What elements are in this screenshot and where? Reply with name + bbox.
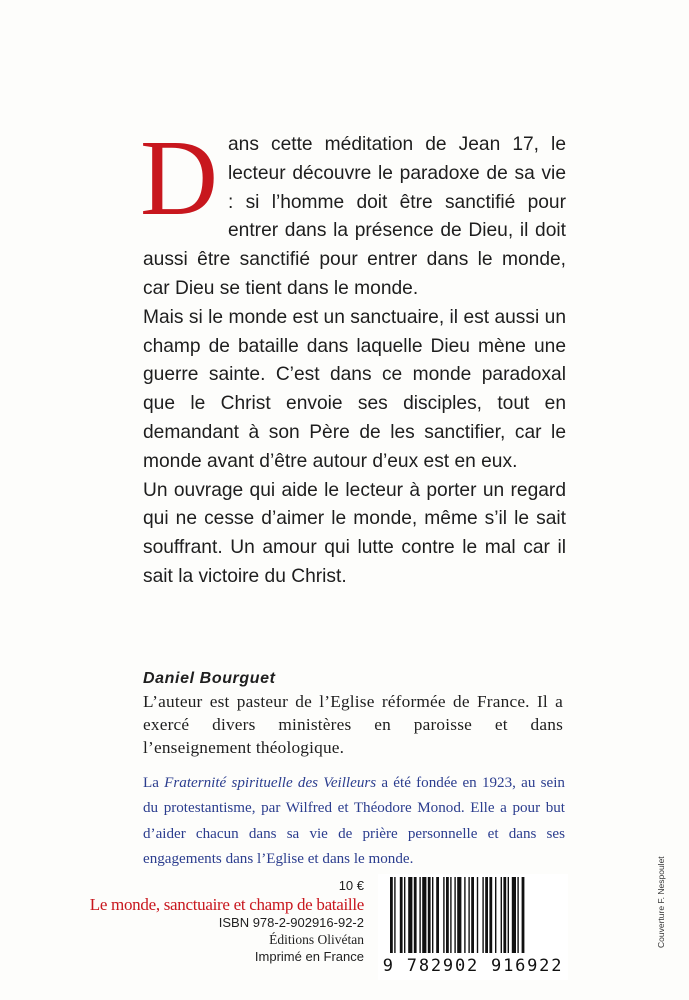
- colophon: [64, 877, 364, 965]
- barcode-digits: 9 782902 916922: [382, 956, 564, 976]
- blurb-paragraph-3: Un ouvrage qui aide le lecteur à porter un regard qui ne cesse d’aimer le monde, même s’il le sait souffrant. Un amour qui lutte contre le mal car il sait la victoire du Christ.: [143, 479, 566, 587]
- back-cover-blurb: [140, 119, 566, 592]
- fraternite-lead: La: [143, 775, 165, 791]
- isbn: ISBN 978-2-902916-92-2: [218, 915, 364, 930]
- barcode-bars: [382, 877, 564, 957]
- fraternite-text: a été fondée en 1923, au sein du protestantisme, par Wilfred et Théodore Monod. Elle a pour but d’aider chacun dans sa vie de prière personnelle et dans ses engagements dans l’Eglise et dans le monde.: [143, 775, 565, 868]
- isbn-barcode: [378, 874, 568, 980]
- blurb-paragraph-1-text: ans cette méditation de Jean 17, le lecteur découvre le paradoxe de sa vie : si l’homme doit être sanctifié pour entrer dans la présence de Dieu, il doit aussi être sanctifié pour entrer dans le monde, car Dieu se tient dans le monde.: [143, 134, 566, 299]
- blurb-paragraph-2: Mais si le monde est un sanctuaire, il est aussi un champ de bataille dans laquelle Dieu mène une guerre sainte. C’est dans ce monde paradoxal que le Christ envoie ses disciples, tout en demandant à son Père de les sanctifier, car le monde avant d’être autour d’eux est en eux.: [143, 306, 566, 472]
- author-name: Daniel Bourguet: [143, 670, 276, 687]
- publisher: Éditions Olivétan: [269, 932, 364, 947]
- drop-cap: D: [140, 119, 218, 238]
- fraternite-note: [143, 771, 565, 873]
- author-bio: L’auteur est pasteur de l’Eglise réformée de France. Il a exercé divers ministères en paroisse et dans l’enseignement théologique.: [143, 692, 563, 757]
- price: 10 €: [338, 878, 364, 893]
- cover-credit: Couverture F. Nespoulet: [656, 856, 666, 948]
- fraternite-name: Fraternité spirituelle des Veilleurs: [164, 775, 377, 791]
- author-section: [143, 670, 563, 759]
- book-title: Le monde, sanctuaire et champ de bataille: [89, 895, 364, 914]
- blurb-paragraph-1: [140, 119, 566, 304]
- printed-in: Imprimé en France: [254, 949, 364, 964]
